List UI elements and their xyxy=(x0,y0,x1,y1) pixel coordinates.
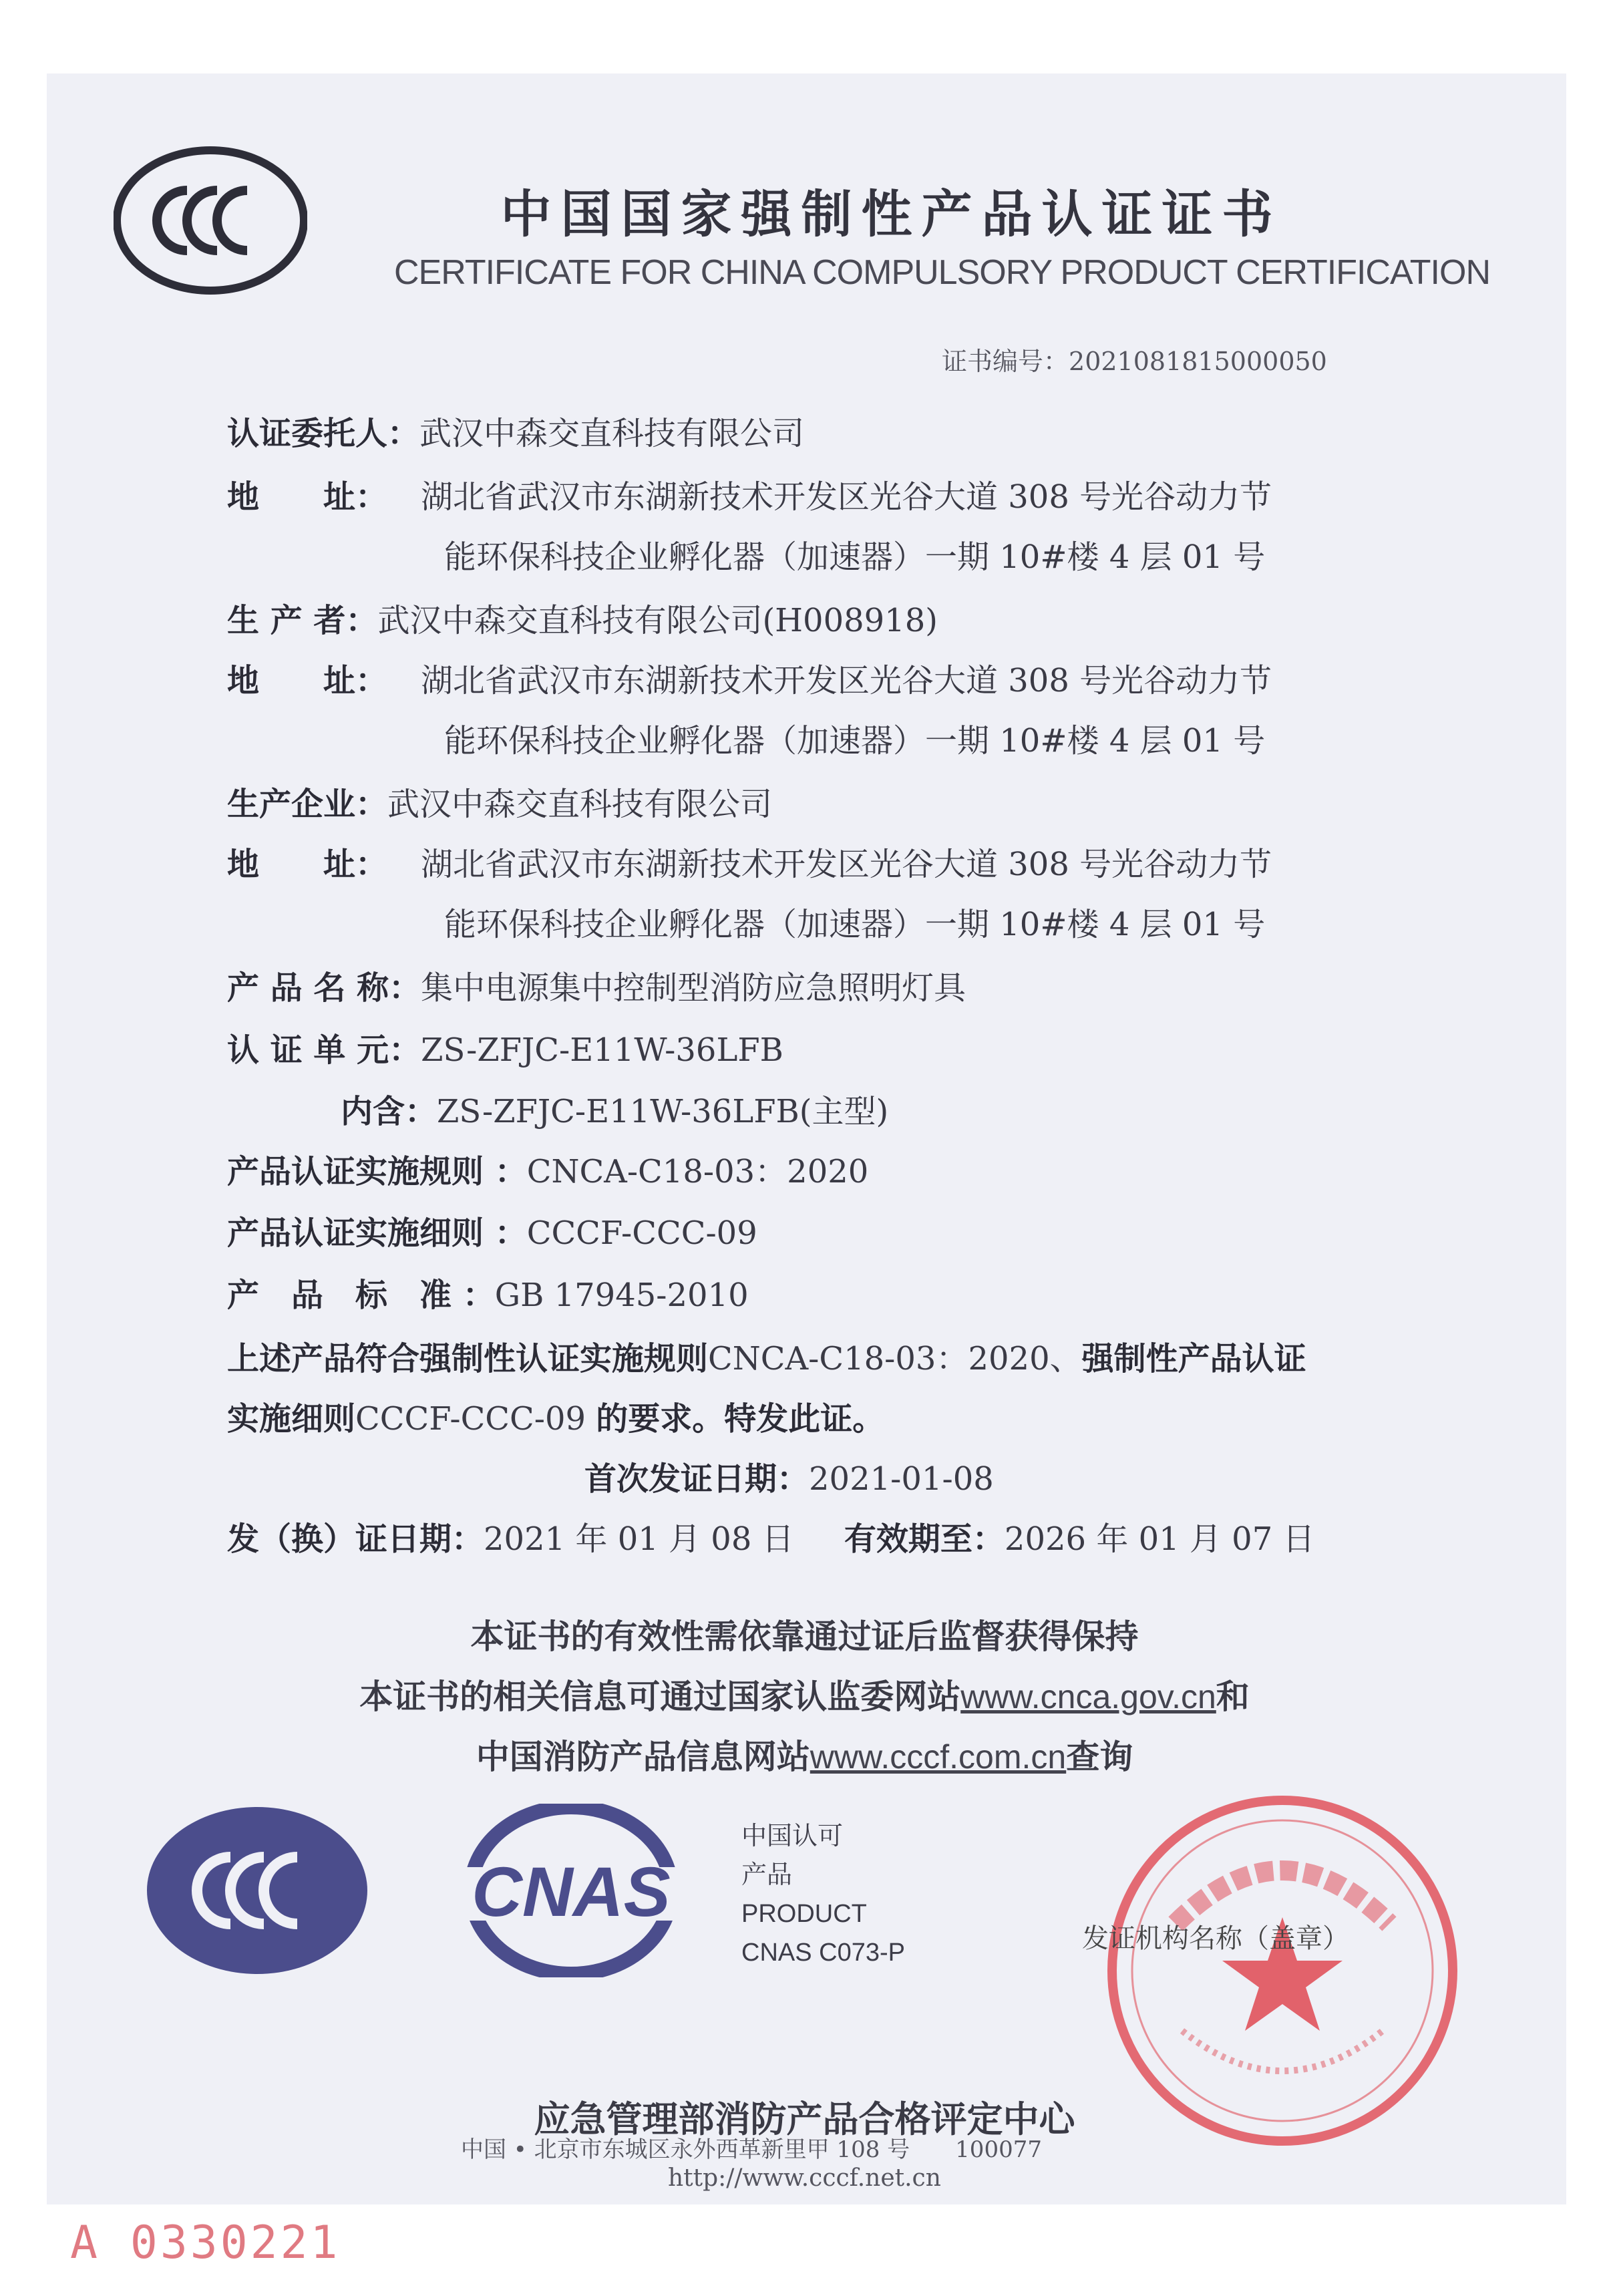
cnas-logo-icon xyxy=(444,1804,698,1977)
field-factory: 生产企业：武汉中森交直科技有限公司 xyxy=(227,786,773,823)
field-applicant-address: 地 址： 湖北省武汉市东湖新技术开发区光谷大道 308 号光谷动力节 xyxy=(227,478,1272,516)
svg-text:CNAS: CNAS xyxy=(472,1853,671,1931)
field-manufacturer-address: 地 址： 湖北省武汉市东湖新技术开发区光谷大道 308 号光谷动力节 xyxy=(227,662,1272,699)
field-factory-address-line2: 能环保科技企业孵化器（加速器）一期 10#楼 4 层 01 号 xyxy=(444,906,1266,943)
issuing-organization: 应急管理部消防产品合格评定中心 xyxy=(534,2098,1075,2140)
title-english: CERTIFICATE FOR CHINA COMPULSORY PRODUCT CERTIFICATION xyxy=(394,253,1491,292)
ccc-mark-icon xyxy=(144,1804,371,1977)
field-factory-address: 地 址： 湖北省武汉市东湖新技术开发区光谷大道 308 号光谷动力节 xyxy=(227,846,1272,883)
cccf-notice: 中国消防产品信息网站www.cccf.com.cn查询 xyxy=(476,1738,1133,1776)
field-cert-unit: 认 证 单 元：ZS-ZFJC-E11W-36LFB xyxy=(227,1031,783,1069)
issuer-address: 中国 • 北京市东城区永外西革新里甲 108 号 100077 xyxy=(461,2136,1042,2163)
validity-notice: 本证书的有效性需依靠通过证后监督获得保持 xyxy=(470,1617,1139,1656)
field-manufacturer: 生 产 者：武汉中森交直科技有限公司(H008918) xyxy=(227,602,938,639)
field-applicant-address-line2: 能环保科技企业孵化器（加速器）一期 10#楼 4 层 01 号 xyxy=(444,538,1266,576)
title-chinese: 中国国家强制性产品认证证书 xyxy=(500,184,1282,244)
field-first-issue-date: 首次发证日期：2021-01-08 xyxy=(584,1460,994,1498)
field-issue-date: 发（换）证日期：2021 年 01 月 08 日 有效期至：2026 年 01 月 07 日 xyxy=(227,1520,1315,1558)
field-impl-rule: 产品认证实施规则 ：CNCA-C18-03：2020 xyxy=(227,1153,869,1190)
cnca-link[interactable]: www.cnca.gov.cn xyxy=(960,1678,1216,1715)
conformity-statement-line2: 实施细则CCCF-CCC-09 的要求。特发此证。 xyxy=(227,1400,885,1438)
field-standard: 产 品 标 准 ：GB 17945-2010 xyxy=(227,1277,749,1314)
field-manufacturer-address-line2: 能环保科技企业孵化器（加速器）一期 10#楼 4 层 01 号 xyxy=(444,722,1266,760)
field-impl-detail: 产品认证实施细则 ：CCCF-CCC-09 xyxy=(227,1214,757,1252)
certificate-number: 证书编号：2021081815000050 xyxy=(942,347,1327,376)
field-contains: 内含：ZS-ZFJC-E11W-36LFB(主型) xyxy=(341,1093,889,1130)
field-product-name: 产 品 名 称：集中电源集中控制型消防应急照明灯具 xyxy=(227,969,966,1007)
issuer-website[interactable]: http://www.cccf.net.cn xyxy=(668,2164,941,2192)
serial-number: A 0330221 xyxy=(70,2217,341,2269)
field-applicant: 认证委托人：武汉中森交直科技有限公司 xyxy=(227,415,805,452)
cccf-link[interactable]: www.cccf.com.cn xyxy=(810,1738,1067,1776)
cnas-accreditation-text: 中国认可 产品 PRODUCT CNAS C073-P xyxy=(741,1822,905,1967)
conformity-statement-line1: 上述产品符合强制性认证实施规则CNCA-C18-03：2020、强制性产品认证 xyxy=(227,1340,1306,1377)
issuer-seal-label: 发证机构名称（盖章） xyxy=(1082,1923,1349,1954)
cnca-notice: 本证书的相关信息可通过国家认监委网站www.cnca.gov.cn和 xyxy=(359,1677,1250,1716)
